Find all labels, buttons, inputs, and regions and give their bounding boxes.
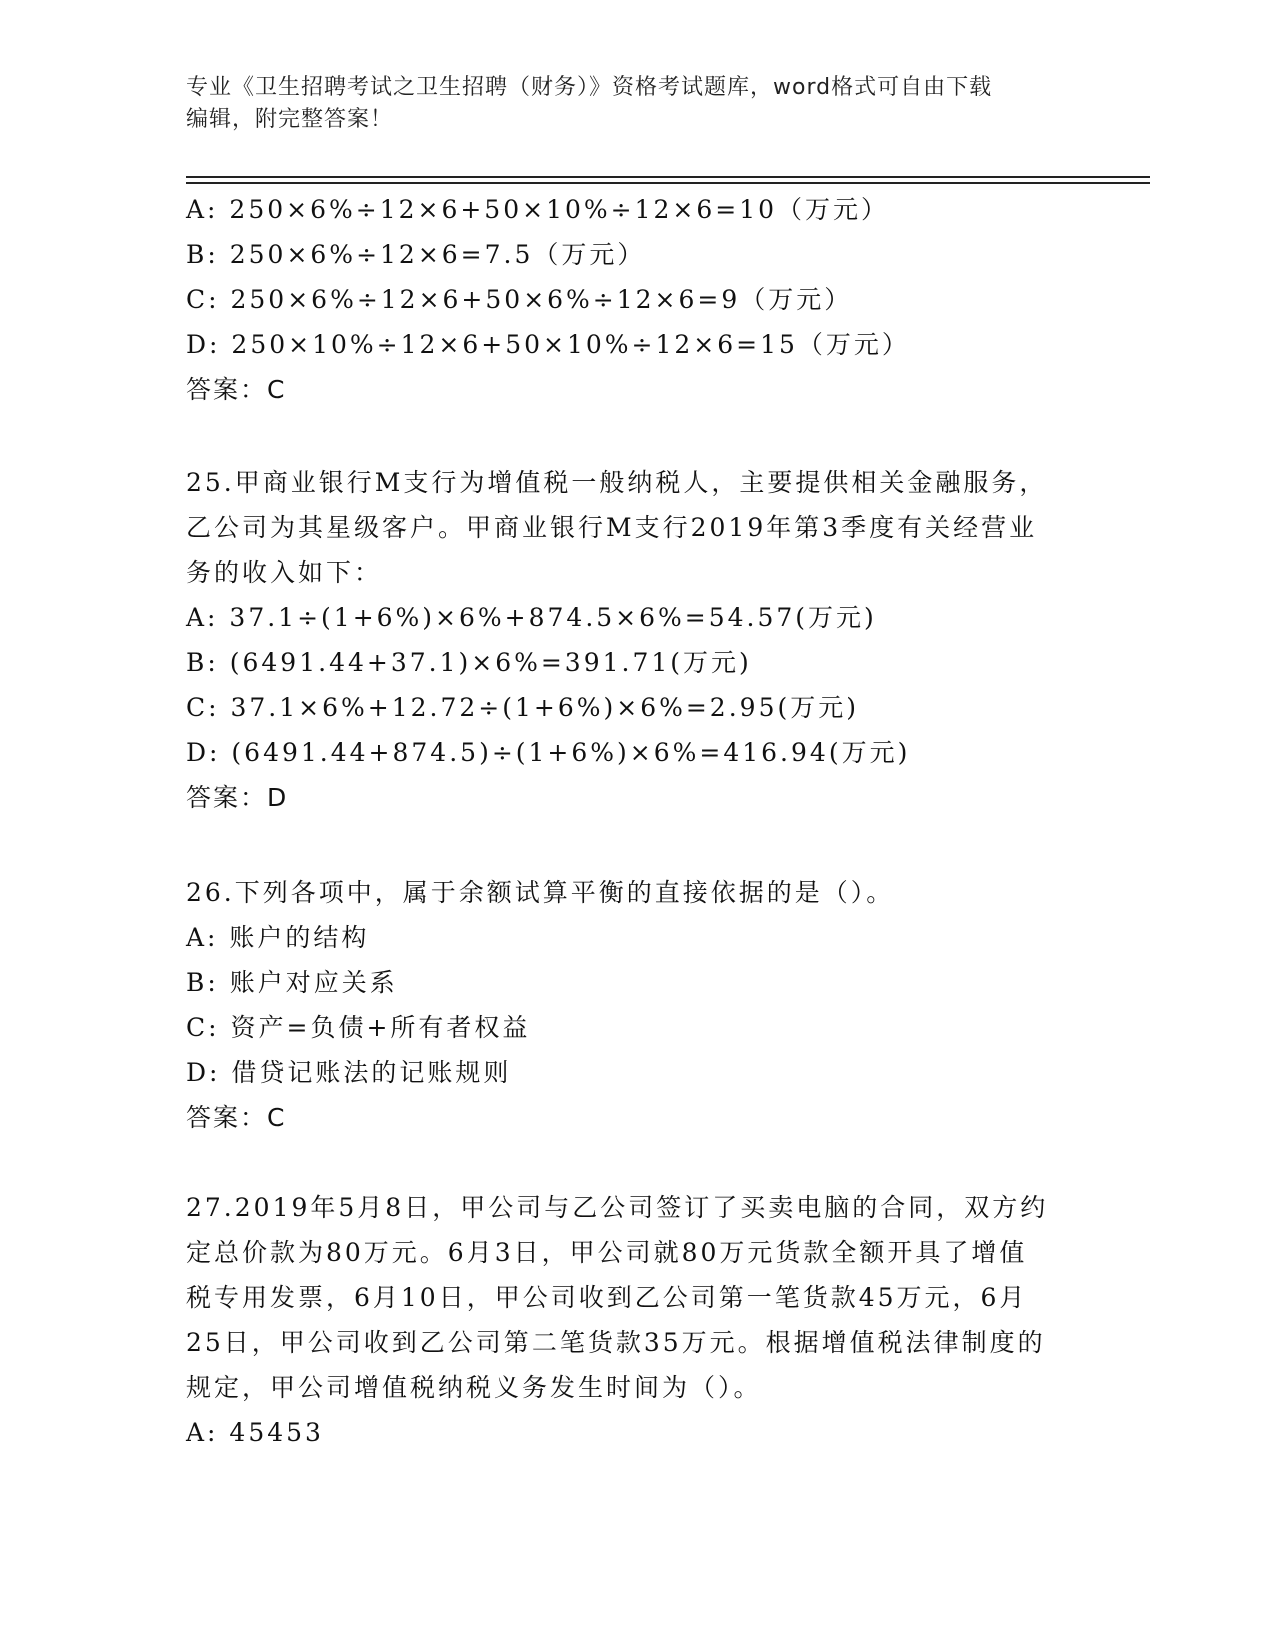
- option-a: A: 250×6%÷12×6+50×10%÷12×6=10（万元）: [186, 195, 890, 224]
- answer: 答案：C: [186, 1103, 287, 1132]
- answer: 答案：C: [186, 375, 287, 404]
- option-a: A: 45453: [186, 1418, 324, 1447]
- question-stem-line: 27.2019年5月8日，甲公司与乙公司签订了买卖电脑的合同，双方约: [186, 1193, 1049, 1222]
- question-stem-line: 务的收入如下：: [186, 558, 383, 587]
- option-c: C: 250×6%÷12×6+50×6%÷12×6=9（万元）: [186, 285, 853, 314]
- question-stem-line: 乙公司为其星级客户。甲商业银行M支行2019年第3季度有关经营业: [186, 513, 1038, 542]
- option-a: A: 账户的结构: [186, 923, 370, 952]
- option-d: D: 250×10%÷12×6+50×10%÷12×6=15（万元）: [186, 330, 910, 359]
- question-25: [186, 460, 1086, 820]
- header-line-2: 编辑，附完整答案！: [186, 107, 394, 132]
- option-c: C: 资产=负债+所有者权益: [186, 1013, 531, 1042]
- header-line-1: 专业《卫生招聘考试之卫生招聘（财务）》资格考试题库，word格式可自由下载: [186, 75, 993, 100]
- question-stem-line: 规定，甲公司增值税纳税义务发生时间为（）。: [186, 1373, 762, 1402]
- option-b: B: 250×6%÷12×6=7.5（万元）: [186, 240, 646, 269]
- option-b: B: (6491.44+37.1)×6%=391.71(万元): [186, 648, 752, 677]
- question-stem-line: 定总价款为80万元。6月3日，甲公司就80万元货款全额开具了增值: [186, 1238, 1028, 1267]
- header-divider-bottom: [186, 182, 1150, 184]
- document-header: [186, 72, 1066, 136]
- question-27: [186, 1185, 1086, 1455]
- question-stem-line: 25日，甲公司收到乙公司第二笔货款35万元。根据增值税法律制度的: [186, 1328, 1046, 1357]
- header-divider-top: [186, 176, 1150, 178]
- question-stem-line: 25.甲商业银行M支行为增值税一般纳税人，主要提供相关金融服务，: [186, 468, 1048, 497]
- answer: 答案：D: [186, 783, 289, 812]
- question-26: [186, 870, 1086, 1140]
- question-stem-line: 26.下列各项中，属于余额试算平衡的直接依据的是（）。: [186, 878, 895, 907]
- option-d: D: (6491.44+874.5)÷(1+6%)×6%=416.94(万元): [186, 738, 911, 767]
- option-a: A: 37.1÷(1+6%)×6%+874.5×6%=54.57(万元): [186, 603, 877, 632]
- question-stem-line: 税专用发票，6月10日，甲公司收到乙公司第一笔货款45万元，6月: [186, 1283, 1028, 1312]
- question-24: [186, 187, 1086, 412]
- option-d: D: 借贷记账法的记账规则: [186, 1058, 512, 1087]
- option-c: C: 37.1×6%+12.72÷(1+6%)×6%=2.95(万元): [186, 693, 859, 722]
- option-b: B: 账户对应关系: [186, 968, 398, 997]
